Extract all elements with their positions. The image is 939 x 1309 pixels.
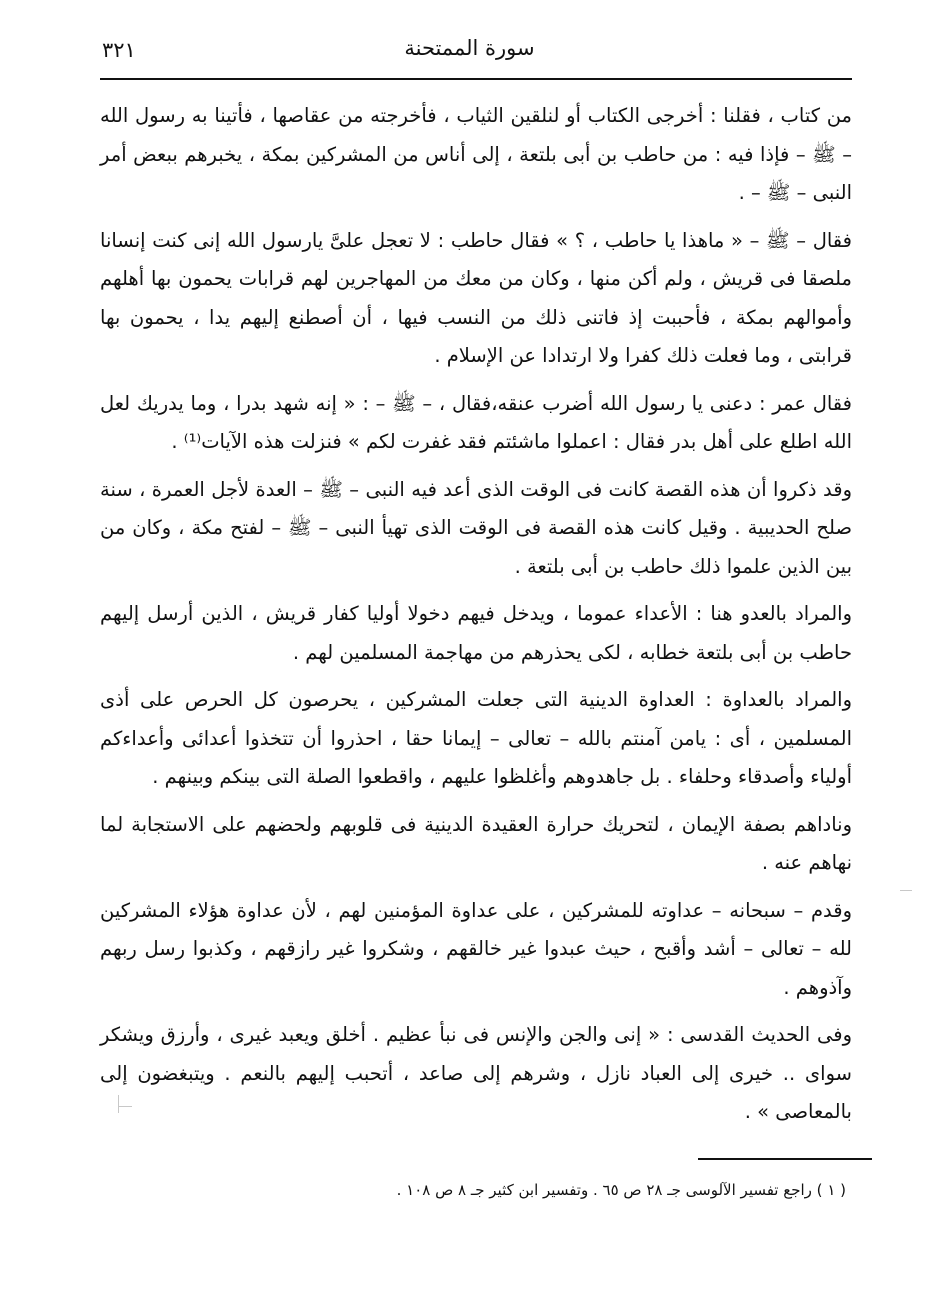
paragraph: فقال – ﷺ – « ماهذا يا حاطب ، ؟ » فقال حاطب : لا تعجل علىَّ يارسول الله إنى كنت إنسانا ملصقا فى قريش ، ولم أكن منها ، وكان من معك من المهاجرين لهم قرابات يحمون بها أهلهم وأموالهم بمكة ، فأحببت إذ فاتنى ذلك من النسب فيها ، أن أصطنع إليهم يدا ، يحمون بها قرابتى ، وما فعلت ذلك كفرا ولا ارتدادا عن الإسلام . <box>100 228 852 367</box>
scan-edge-mark <box>118 1106 132 1107</box>
scan-edge-mark <box>118 1095 119 1113</box>
paragraph: وقدم – سبحانه – عداوته للمشركين ، على عداوة المؤمنين لهم ، لأن عداوة هؤلاء المشركين لله – تعالى – أشد وأقبح ، حيث عبدوا غير خالقهم ، وشكروا غير رازقهم ، وكذبوا رسل ربهم وآذوهم . <box>100 898 852 999</box>
paragraph: من كتاب ، فقلنا : أخرجى الكتاب أو لنلقين الثياب ، فأخرجته من عقاصها ، فأتينا به رسول الله – ﷺ – فإذا فيه : من حاطب بن أبى بلتعة ، إلى أناس من المشركين بمكة ، يخبرهم ببعض أمر النبى – ﷺ – . <box>100 104 852 204</box>
page-number: ٣٢١ <box>102 38 136 62</box>
footnote: ( ١ ) راجع تفسير الآلوسى جـ ٢٨ ص ٦٥ . وتفسير ابن كثير جـ ٨ ص ١٠٨ . <box>396 1181 846 1199</box>
paragraph: وقد ذكروا أن هذه القصة كانت فى الوقت الذى أعد فيه النبى – ﷺ – العدة لأجل العمرة ، سنة صلح الحديبية . وقيل كانت هذه القصة فى الوقت الذى تهيأ النبى – ﷺ – لفتح مكة ، وكان من بين الذين علموا ذلك حاطب بن أبى بلتعة . <box>100 477 852 578</box>
paragraph: فقال عمر : دعنى يا رسول الله أضرب عنقه،فقال ، – ﷺ – : « إنه شهد بدرا ، وما يدريك لعل الله اطلع على أهل بدر فقال : اعملوا ماشئتم فقد غفرت لكم » فنزلت هذه الآيات⁽¹⁾ . <box>100 391 852 453</box>
body-text <box>100 97 852 1141</box>
running-title: سورة الممتحنة <box>404 36 535 60</box>
paragraph: وناداهم بصفة الإيمان ، لتحريك حرارة العقيدة الدينية فى قلوبهم ولحضهم على الاستجابة لما نهاهم عنه . <box>100 812 852 874</box>
paragraph: والمراد بالعدو هنا : الأعداء عموما ، ويدخل فيهم دخولا أوليا كفار قريش ، الذين أرسل إليهم حاطب بن أبى بلتعة خطابه ، لكى يحذرهم من مهاجمة المسلمين لهم . <box>100 602 852 664</box>
paragraph: وفى الحديث القدسى : « إنى والجن والإنس فى نبأ عظيم . أخلق ويعبد غيرى ، وأرزق ويشكر سواى .. خيرى إلى العباد نازل ، وشرهم إلى صاعد ، أتحبب إليهم بالنعم . ويتبغضون إلى بالمعاصى » . <box>100 1023 852 1123</box>
scan-edge-mark <box>900 890 912 891</box>
footnote-rule <box>698 1158 872 1160</box>
header-rule <box>100 78 852 80</box>
paragraph: والمراد بالعداوة : العداوة الدينية التى جعلت المشركين ، يحرصون كل الحرص على أذى المسلمين ، أى : يامن آمنتم بالله – تعالى – إيمانا حقا ، احذروا أن تتخذوا أعدائى وأعداءكم أولياء وأصدقاء وحلفاء . بل جاهدوهم وأغلظوا عليهم ، واقطعوا الصلة التى بينكم وبينهم . <box>100 688 852 788</box>
